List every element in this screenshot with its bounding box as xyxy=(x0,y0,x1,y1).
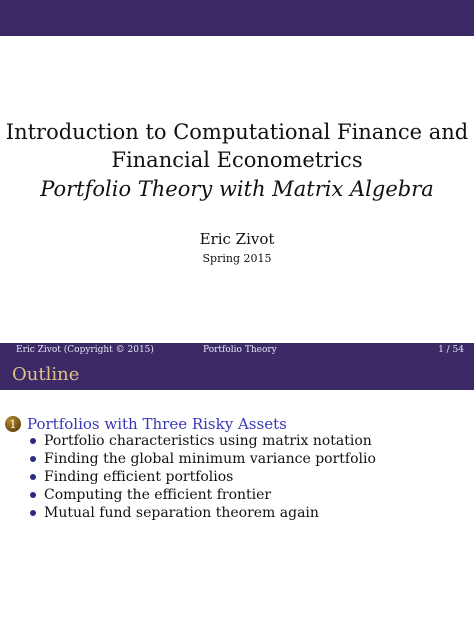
list-item-text: Portfolio characteristics using matrix notation xyxy=(44,433,372,449)
outline-title: Outline xyxy=(12,364,80,385)
outline-list xyxy=(30,432,376,522)
footer-left: Eric Zivot (Copyright © 2015) xyxy=(16,345,154,355)
list-item-text: Finding efficient portfolios xyxy=(44,469,234,485)
list-item xyxy=(30,468,376,486)
footer-center: Portfolio Theory xyxy=(203,345,277,355)
subtitle: Portfolio Theory with Matrix Algebra xyxy=(40,177,434,201)
bullet-icon xyxy=(30,492,36,498)
list-item xyxy=(30,486,376,504)
title-block xyxy=(0,118,474,204)
section-number-icon: 1 xyxy=(5,416,21,432)
bullet-icon xyxy=(30,438,36,444)
footer-bar xyxy=(0,343,474,359)
bullet-icon xyxy=(30,456,36,462)
bullet-icon xyxy=(30,510,36,516)
bullet-icon xyxy=(30,474,36,480)
title-line-2: Financial Econometrics xyxy=(111,148,363,172)
list-item-text: Finding the global minimum variance portfolio xyxy=(44,451,376,467)
date: Spring 2015 xyxy=(202,252,272,265)
footer-page-number: 1 / 54 xyxy=(438,345,464,355)
frame-header xyxy=(0,359,474,390)
title-line-1: Introduction to Computational Finance and xyxy=(5,120,469,144)
list-item xyxy=(30,504,376,522)
list-item xyxy=(30,450,376,468)
section-title: Portfolios with Three Risky Assets xyxy=(27,415,287,433)
list-item-text: Computing the efficient frontier xyxy=(44,487,272,503)
section-heading xyxy=(5,415,287,433)
top-bar xyxy=(0,0,474,36)
list-item-text: Mutual fund separation theorem again xyxy=(44,505,319,521)
list-item xyxy=(30,432,376,450)
author: Eric Zivot xyxy=(199,230,275,248)
